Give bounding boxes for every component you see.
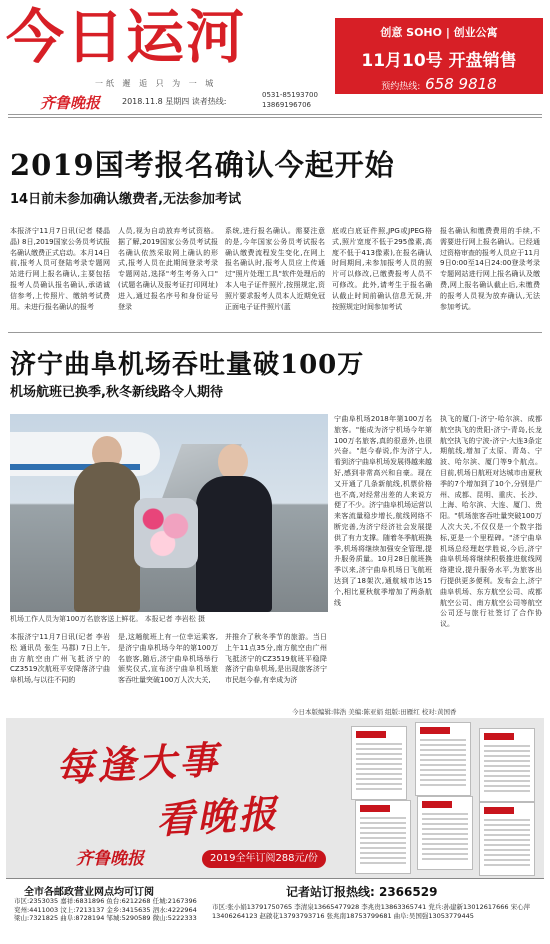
newspaper-thumbnail [351, 726, 407, 800]
newspaper-thumbnail [417, 796, 473, 870]
story1-column: 底或白底证件照,JPG或JPEG格式,照片宽度不低于295像素,高度不低于413像素),在报名确认时间期间,未参加报考人员的照片可以修改,已缴费报考人员不可修改。此外,请考生于报名确认截止时间前确认信息无误,并按照规定时间参加考试 [332, 227, 432, 311]
story1-column: 系统,进行报名确认。需要注意的是,今年国家公务员考试报名确认缴费流程发生变化,在网上报名确认时,报考人员应上传通过"照片处理工具"软件处理后的本人电子证件照片,按照规定,资照片要求报考人员本人近期免冠正面电子证件照片(蓝 [225, 227, 325, 311]
subscription-promo [6, 718, 544, 878]
ad-hotline-label: 预约热线: [381, 82, 421, 92]
staff-figure [196, 476, 272, 612]
story2-subheadline: 机场航班已换季,秋冬新线路令人期待 [10, 385, 223, 400]
hotline-2: 13869196706 [262, 101, 311, 109]
post-office-list: 市区:2353035 嘉祥:6831896 鱼台:6212268 任城:2167396 兖州:4411003 汶上:7213137 金乡:3415635 泗水:4222964 梁山:7321825 曲阜:8728194 邹城:5290589 微山:5222333 [14, 897, 197, 923]
masthead [0, 0, 550, 112]
hotline-1: 0531-85193700 [262, 91, 318, 99]
real-estate-ad [335, 18, 543, 94]
story1-column: 本报济宁11月7日讯(记者 楼晶晶) 8日,2019国家公务员考试报名确认缴费正式启动。本月14日前,报考人员可登陆考录专题网站进行网上报名确认,主要包括报考人员确认报名确认,承诺诚信参考,上传照片、缴纳考试费用。未进行报名确认的报考 [10, 227, 110, 311]
newspaper-thumbnail [479, 802, 535, 876]
promo-brand: 齐鲁晚报 [76, 849, 144, 869]
story2-column: 是,这趟航班上有一位幸运乘客,是济宁曲阜机场今年的第100万名旅客,随后,济宁曲阜机场举行颁奖仪式,宣布济宁曲阜机场旅客吞吐量突破100万人次大关, [118, 633, 218, 685]
ad-hotline [343, 75, 535, 93]
subscription-footer [6, 878, 544, 940]
ad-brand-line: 创意 SOHO | 创业公寓 [380, 26, 498, 39]
story2-headline: 济宁曲阜机场吞吐量破100万 [10, 350, 365, 380]
promo-title-line2: 看晚报 [155, 790, 281, 843]
story1-column: 人员,视为自动放弃考试资格。据了解,2019国家公务员考试报名确认依然采取网上确认的形式,报考人员在此期间登录考录专题网站,选择"考生考务入口"(试题名确认及报考证打印网址)进入,通过报名序号和身份证号登录 [118, 227, 218, 311]
story2-column: 本报济宁11月7日讯(记者 李岩松 通讯员 张生 马郡) 7日上午,由方航空由广州飞抵济宁的CZ3519次航班平安降落济宁曲阜机场,与以往不同的 [10, 633, 110, 685]
staff-head [218, 444, 248, 480]
newspaper-thumbnail [415, 722, 471, 796]
story2-column: 执飞的厦门-济宁-哈尔滨、成都航空执飞的贵阳-济宁-青岛,长龙航空执飞的宁波-济宁-大连3条定期航线,增加了太原、青岛、宁波、哈尔滨、厦门等9个航点。目前,机场日航班对达城市由夏秋季的7个增加到了10个,分别是广州、成都、昆明、重庆、长沙、上海、哈尔滨、大连、厦门、贵阳。"机场旅客吞吐量突破100万人次大关,不仅仅是一个数字指标,更是一个里程碑。"济宁曲阜机场总经理赵学胜说,今后,济宁曲阜机场将继续积极推进航线网络建设,提升服务水平,为旅客出行提供更多便利。发布会上,济宁曲阜机场、东方航空公司、成都航空公司、南方航空公司等航空公司还与旅行社签订了合作协议。 [440, 415, 542, 629]
promo-title-line1: 每逢大事 [54, 736, 222, 791]
story1-headline: 2019国考报名确认今起开始 [10, 148, 395, 182]
divider [8, 114, 542, 115]
flower-bouquet [134, 498, 198, 568]
reader-hotline [262, 90, 318, 110]
story1-column: 报名确认和缴费费用的手续,不需要进行网上报名确认。已经通过资格审查的报考人员应于11月9日0:00至14日24:00登录考录专题网站进行网上报名确认及缴费,网上报名确认截止后,未缴费的报考人员视为放弃确认,无法参加考试。 [440, 227, 540, 311]
divider [8, 117, 542, 118]
story2-column: 宁曲阜机场2018年第100万名旅客。"能成为济宁机场今年第100万名旅客,真的很意外,也很兴奋。"赵今春说,作为济宁人,看到济宁曲阜机场发展得越来越好,感到非常高兴和自豪。现在又开通了几条新航线,机票价格也不高,对经常出差的人来说方便了不少。济宁曲阜机场运营以来客流量稳步增长,航线网络不断完善,为济宁经济社会发展提供了有力支撑。随着冬季航班换季,机场将继续加强安全管理,提升服务质量。10月28日航班换季以来,济宁曲阜机场日飞航班达到了18架次,通航城市达15个,相比夏秋航季增加了两条航线 [334, 415, 432, 607]
slogan: 一纸 邂 逅 只 为 一 城 [95, 79, 217, 88]
hotline-list: 市区:张小娟13791750765 李清泉13665477928 李兆贵13863365741 党兵:孙建新13012617666 宋心萍13406264123 赵啟花13793793716 张兆南18753799681 曲阜:吴国强13053779445 [212, 903, 531, 920]
ad-hotline-number: 658 9818 [425, 75, 497, 93]
airport-photo [10, 414, 328, 612]
promo-price-badge: 2019全年订阅288元/份 [202, 850, 326, 868]
newspaper-title: 今日运河 [6, 3, 247, 71]
issue-date: 2018.11.8 星期四 读者热线: [122, 97, 227, 106]
newspaper-thumbnail [355, 800, 411, 874]
ad-sale-line: 11月10号 开盘销售 [361, 51, 517, 71]
post-office-title: 全市各邮政营业网点均可订阅 [24, 887, 154, 898]
story1-subheadline: 14日前未参加确认缴费者,无法参加考试 [10, 192, 242, 207]
story2-column: 并推介了秋冬季节的旅游。当日上午11点35分,南方航空由广州飞抵济宁的CZ3519航班平稳降落济宁曲阜机场,是出现旅客济宁市民赵今春,有幸成为济 [225, 633, 327, 685]
page-credits: 今日本版编辑:韩浩 美编:陈亚娟 组版:田雁红 校对:黄国香 [292, 708, 457, 716]
publisher-brand: 齐鲁晚报 [40, 94, 101, 112]
newspaper-thumbnail [479, 728, 535, 802]
newspaper-collage [351, 722, 539, 872]
hotline-title: 记者站订报热线: 2366529 [286, 885, 438, 899]
divider [8, 332, 542, 333]
passenger-figure [74, 462, 140, 612]
photo-caption: 机场工作人员为第100万名旅客送上鲜花。 本报记者 李岩松 摄 [10, 615, 206, 623]
